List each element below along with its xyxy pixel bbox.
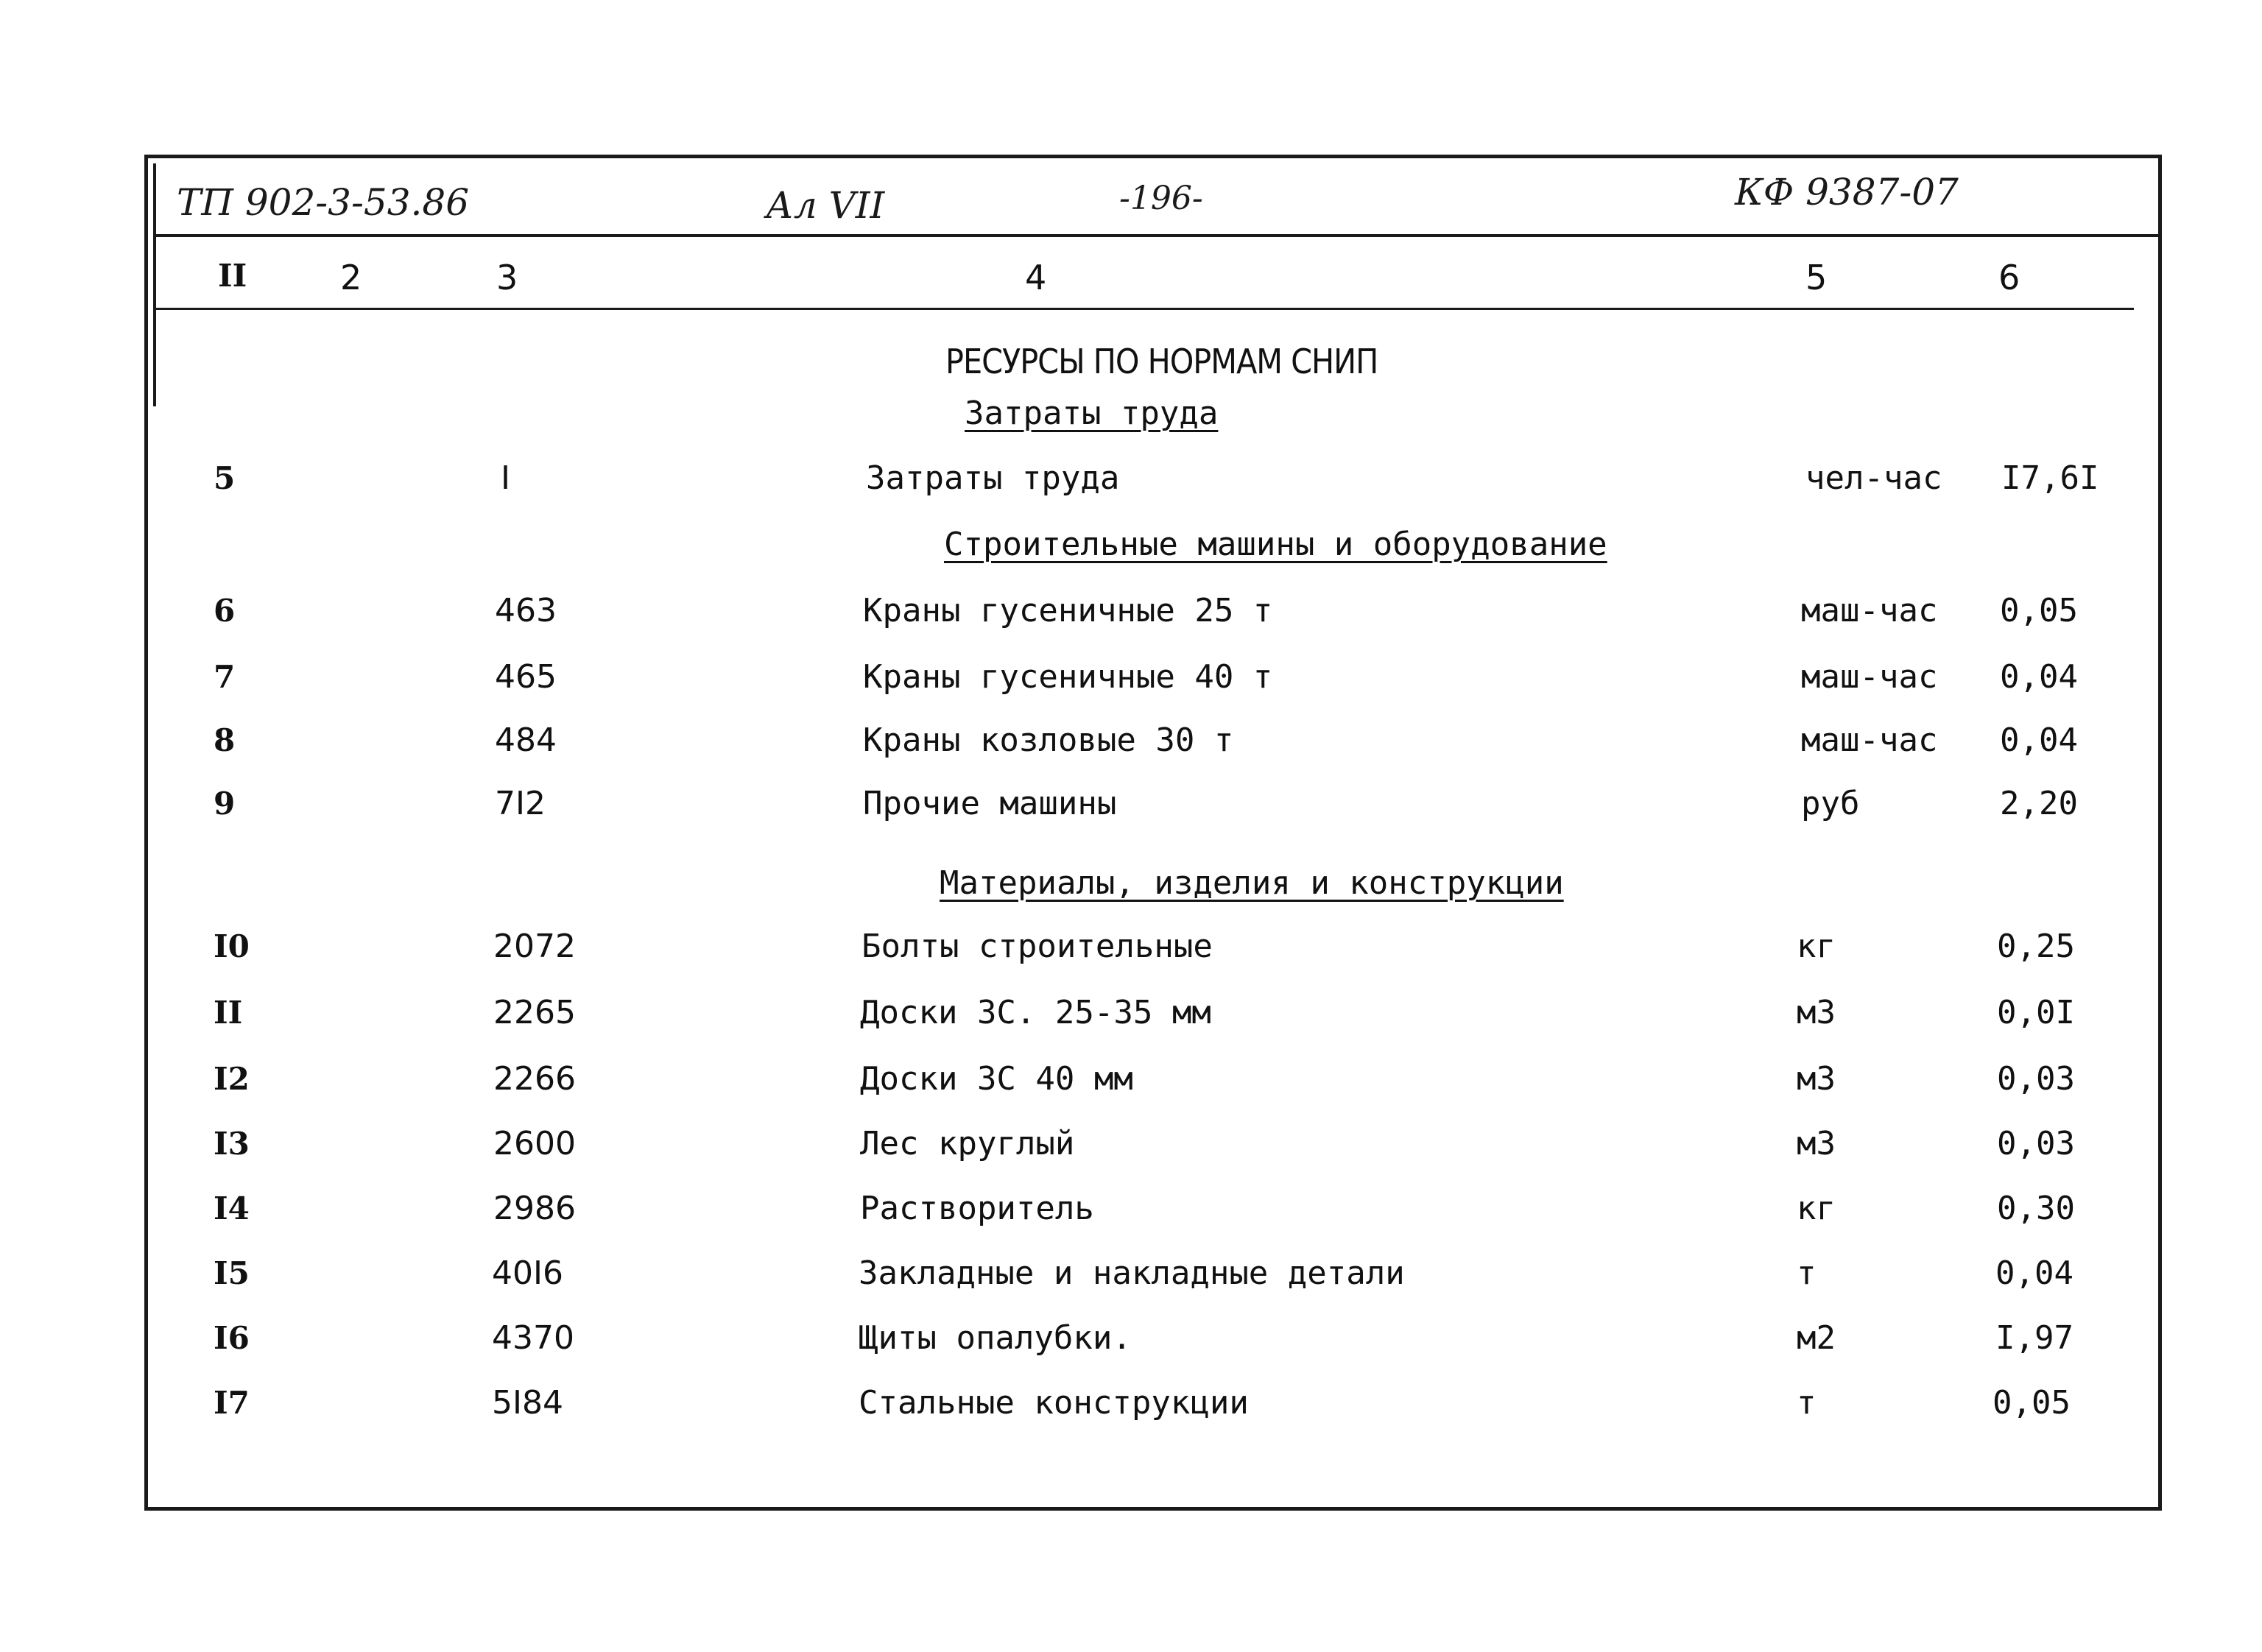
column-header-2: 2: [340, 258, 362, 297]
resource-code: 5I84: [492, 1384, 563, 1422]
resource-value: 0,03: [1997, 1125, 2075, 1162]
resource-unit: маш-час: [1801, 658, 1938, 696]
row-number: II: [214, 995, 243, 1031]
section-machines: Строительные машины и оборудование: [944, 526, 1607, 563]
row-number: I4: [214, 1190, 250, 1226]
resource-value: 2,20: [2000, 785, 2078, 822]
resource-code: I: [501, 459, 510, 497]
row-number: I7: [214, 1385, 250, 1421]
inner-left-border: [153, 163, 156, 406]
column-header-divider: [153, 308, 2134, 310]
row-number: 7: [214, 659, 236, 695]
resource-name: Лес круглый: [860, 1125, 1075, 1162]
resource-code: 2266: [493, 1060, 576, 1098]
resource-name: Болты строительные: [862, 928, 1213, 965]
resource-name: Прочие машины: [863, 785, 1117, 822]
resource-unit: м3: [1797, 1125, 1836, 1162]
resource-name: Затраты труда: [866, 459, 1120, 497]
resource-code: 40I6: [492, 1254, 563, 1292]
resource-unit: кг: [1797, 928, 1836, 965]
row-number: I3: [214, 1126, 250, 1162]
album-number: Ал VII: [766, 184, 885, 227]
resource-unit: т: [1797, 1254, 1817, 1292]
resource-name: Краны гусеничные 25 т: [863, 592, 1273, 629]
resource-code: 484: [495, 721, 557, 759]
resource-value: 0,05: [2000, 592, 2078, 629]
resource-unit: маш-час: [1801, 721, 1938, 759]
resource-unit: кг: [1797, 1190, 1836, 1227]
resource-name: Доски ЗС 40 мм: [860, 1060, 1133, 1098]
row-number: 5: [214, 460, 236, 496]
resource-value: 0,04: [2000, 721, 2078, 759]
resource-value: 0,03: [1997, 1060, 2075, 1098]
column-header-6: 6: [1998, 258, 2020, 297]
resource-unit: маш-час: [1801, 592, 1938, 629]
row-number: 9: [214, 786, 236, 822]
resource-name: Растворитель: [860, 1190, 1094, 1227]
header-divider: [153, 234, 2162, 237]
column-header-5: 5: [1805, 258, 1828, 297]
resource-unit: чел-час: [1805, 459, 1942, 497]
resource-code: 463: [495, 592, 557, 629]
resource-value: 0,0I: [1997, 994, 2075, 1031]
resource-code: 4370: [492, 1319, 574, 1357]
resource-code: 2072: [493, 928, 576, 965]
document-code: ТП 902-3-53.86: [177, 181, 470, 224]
resource-code: 2600: [493, 1125, 576, 1162]
resource-unit: т: [1797, 1384, 1817, 1422]
resource-code: 465: [495, 658, 557, 696]
resource-name: Закладные и накладные детали: [859, 1254, 1405, 1292]
page-title: РЕСУРСЫ ПО НОРМАМ СНИП: [945, 342, 1378, 381]
resource-unit: м3: [1797, 994, 1836, 1031]
resource-value: 0,25: [1997, 928, 2075, 965]
resource-value: I7,6I: [2001, 459, 2099, 497]
section-labor: Затраты труда: [965, 395, 1219, 432]
row-number: I6: [214, 1320, 250, 1356]
reference-code: КФ 9387-07: [1735, 171, 1959, 213]
resource-value: 0,04: [2000, 658, 2078, 696]
row-number: I2: [214, 1061, 250, 1097]
resource-unit: м2: [1797, 1319, 1836, 1357]
resource-value: 0,30: [1997, 1190, 2075, 1227]
resource-name: Стальные конструкции: [859, 1384, 1249, 1422]
row-number: I5: [214, 1255, 250, 1291]
resource-code: 2986: [493, 1190, 576, 1227]
column-header-1: II: [218, 258, 247, 294]
page-number: -196-: [1119, 180, 1203, 217]
resource-code: 7I2: [495, 785, 546, 822]
column-header-3: 3: [496, 258, 518, 297]
resource-name: Краны козловые 30 т: [863, 721, 1234, 759]
resource-value: 0,05: [1993, 1384, 2071, 1422]
section-materials: Материалы, изделия и конструкции: [940, 864, 1564, 902]
row-number: I0: [214, 928, 250, 964]
resource-name: Щиты опалубки.: [859, 1319, 1132, 1357]
resource-value: 0,04: [1995, 1254, 2074, 1292]
resource-value: I,97: [1995, 1319, 2074, 1357]
column-header-4: 4: [1025, 258, 1047, 297]
row-number: 8: [214, 722, 236, 758]
resource-name: Доски ЗС. 25-35 мм: [860, 994, 1211, 1031]
resource-unit: руб: [1801, 785, 1860, 822]
resource-name: Краны гусеничные 40 т: [863, 658, 1273, 696]
resource-unit: м3: [1797, 1060, 1836, 1098]
row-number: 6: [214, 593, 236, 629]
resource-code: 2265: [493, 994, 576, 1031]
